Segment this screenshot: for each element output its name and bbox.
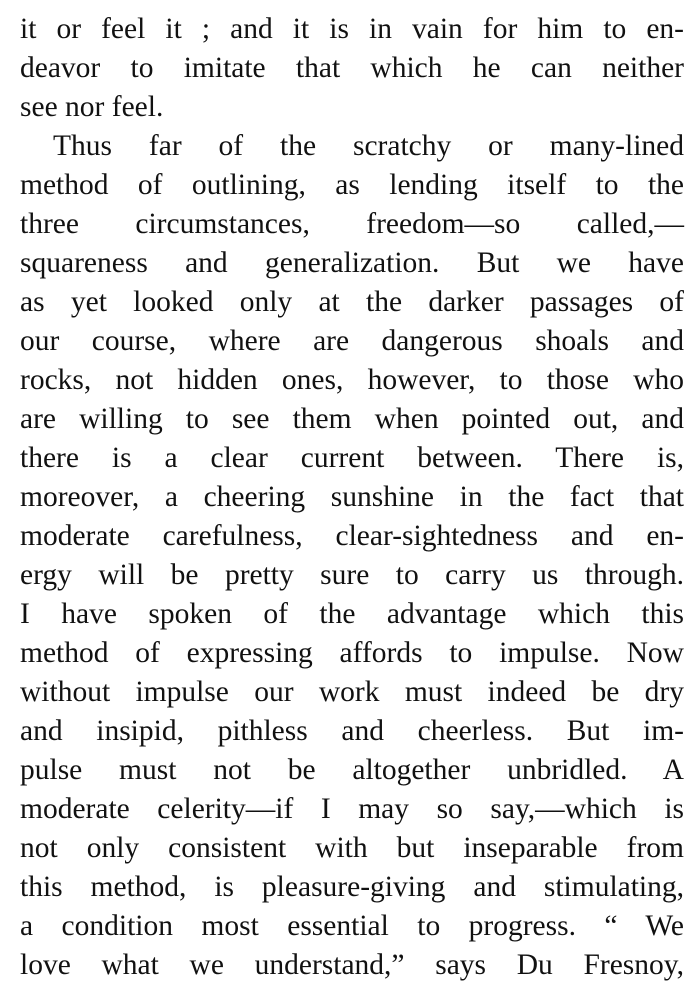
text-line: our course, where are dangerous shoals and	[20, 325, 684, 357]
text-line: pulse must not be altogether unbridled. A	[20, 754, 684, 786]
text-line: and insipid, pithless and cheerless. But im-	[20, 715, 684, 747]
text-line: squareness and generalization. But we have	[20, 247, 684, 279]
text-line: see nor feel.	[20, 91, 164, 123]
text-line: moderate celerity—if I may so say,—which is	[20, 793, 684, 825]
text-line: moderate carefulness, clear-sightedness and en-	[20, 520, 684, 552]
text-line: love what we understand,” says Du Fresnoy,	[20, 949, 684, 981]
text-line: method of expressing affords to impulse. Now	[20, 637, 684, 669]
text-line: are willing to see them when pointed out, and	[20, 403, 684, 435]
text-line: three circumstances, freedom—so called,—	[20, 208, 684, 240]
text-line: a condition most essential to progress. “ We	[20, 910, 684, 942]
text-line: not only consistent with but inseparable from	[20, 832, 684, 864]
text-line: method of outlining, as lending itself to the	[20, 169, 684, 201]
text-line: ergy will be pretty sure to carry us through.	[20, 559, 684, 591]
text-line: rocks, not hidden ones, however, to those who	[20, 364, 684, 396]
text-line: I have spoken of the advantage which this	[20, 598, 684, 630]
text-line: this method, is pleasure-giving and stimulating,	[20, 871, 684, 903]
text-line: there is a clear current between. There is,	[20, 442, 684, 474]
text-line: without impulse our work must indeed be dry	[20, 676, 684, 708]
text-line: as yet looked only at the darker passages of	[20, 286, 684, 318]
text-line: it or feel it ; and it is in vain for him to en-	[20, 13, 684, 45]
text-line: moreover, a cheering sunshine in the fact that	[20, 481, 684, 513]
text-line: deavor to imitate that which he can neither	[20, 52, 684, 84]
text-line: Thus far of the scratchy or many-lined	[53, 130, 684, 162]
body-text	[20, 10, 684, 985]
